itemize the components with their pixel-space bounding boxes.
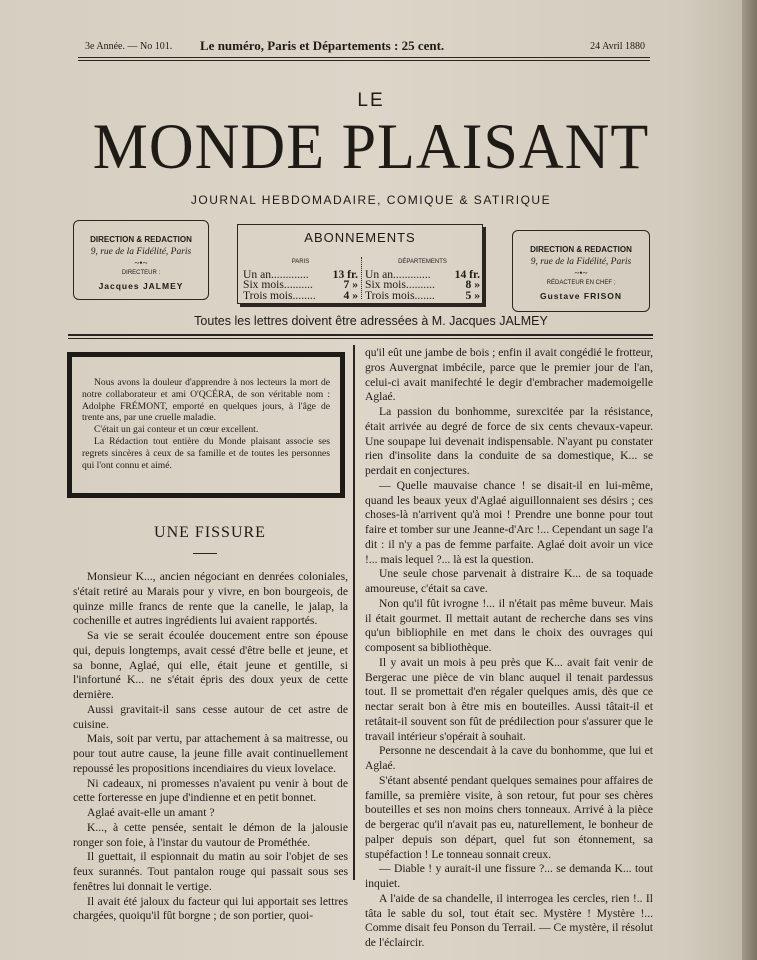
article-paragraph: Monsieur K..., ancien négociant en denrées coloniales, s'était retiré au Marais pour y vivre, en bon bourgeois, de quinze mille francs de rente que la canelle, le jalap, la cochenille et autres ingrédients lui avaient rapportés. bbox=[73, 570, 348, 628]
subscriptions-heading: ABONNEMENTS bbox=[304, 230, 416, 245]
column-label: PARIS bbox=[291, 259, 310, 265]
divider bbox=[78, 57, 650, 58]
price: 14 fr. bbox=[454, 267, 480, 281]
card-address: 9, rue de la Fidélité, Paris bbox=[530, 257, 632, 267]
article-paragraph: Non qu'il fût ivrogne !... il n'était pas même buveur. Mais il était gourmet. Il mettait autant de recherche dans ses vins qu'un bibliophile en met dans le choix des ouvrages qui composent sa bibliothèque. bbox=[365, 596, 653, 654]
article-paragraph: Il avait été jaloux du facteur qui lui apportait ses lettres chargées, quoiqu'il fût borgne ; de son portier, quoi- bbox=[73, 894, 348, 923]
card-role: RÉDACTEUR EN CHEF ; bbox=[546, 280, 616, 286]
letters-notice: Toutes les lettres doivent être adressées à M. Jacques JALMEY bbox=[194, 314, 548, 328]
price: 13 fr. bbox=[332, 267, 358, 281]
article-paragraph: Il guettait, il espionnait du matin au soir l'objet de ses feux surannés. Tout pantalon rouge qui passait sous ses fenêtres lui donnait le vertige. bbox=[73, 850, 348, 893]
price: 4 » bbox=[343, 288, 358, 302]
term: Un an............. bbox=[243, 267, 309, 281]
issue-date: 24 Avril 1880 bbox=[590, 41, 645, 52]
direction-card-left bbox=[73, 220, 209, 300]
price: 8 » bbox=[465, 278, 480, 292]
card-role: DIRECTEUR : bbox=[121, 270, 161, 276]
subscriptions-box bbox=[237, 224, 483, 304]
article-paragraph: La passion du bonhomme, surexcitée par la résistance, était arrivée au degré de force de six cents chevaux-vapeur. Une soupape lui devenait indispensable. N'ayant pu constater rien d'insolite dans la conduite de sa domestique, K... se perdait en conjectures. bbox=[365, 405, 653, 477]
article-paragraph: Mais, soit par vertu, par attachement à sa maitresse, ou pour tout autre cause, la jeune fille avait continuellement repoussé les propositions incendiaires du vieux lovelace. bbox=[73, 732, 348, 775]
article-paragraph: Personne ne descendait à la cave du bonhomme, que lui et Aglaé. bbox=[365, 744, 653, 772]
price-row bbox=[365, 288, 480, 302]
price: 7 » bbox=[343, 278, 358, 292]
card-heading: DIRECTION & REDACTION bbox=[530, 245, 632, 254]
obituary-box bbox=[67, 352, 345, 498]
article-paragraph: qu'il eût une jambe de bois ; enfin il avait congédié le frotteur, gros Auvergnat imbécile, parce que le premier jour de l'an, celui-ci avait manifechté le degir d'embracher mademoigelle Aglaé. bbox=[365, 346, 653, 404]
article-paragraph: S'étant absenté pendant quelques semaines pour affaires de famille, sa première visite, à son retour, fut pour ses chères bouteilles et ses non moins chers tonneaux. Arrivé à la pièce de bergerac qu'il n'avait pas eu, naturellement, le bonheur de palper depuis son départ, quel fut son étonnement, sa stupéfaction ! Le tonneau sonnait creux. bbox=[365, 773, 653, 861]
subscriptions-paris bbox=[243, 255, 358, 301]
masthead-le: LE bbox=[357, 90, 385, 111]
obituary-text bbox=[82, 377, 330, 471]
masthead-title: MONDE PLAISANT bbox=[92, 111, 650, 183]
article-paragraph: Sa vie se serait écoulée doucement entre son épouse qui, depuis longtemps, avait cessé d'être belle et jeune, et sa bonne, Aglaé, qui elle, était jeune et gentille, si l'infortuné K... ne s'était épris des doux yeux de cette dernière. bbox=[73, 629, 348, 701]
term: Six mois.......... bbox=[365, 278, 435, 292]
ornament-icon: ~•~ bbox=[574, 268, 588, 278]
article-paragraph: Ni cadeaux, ni promesses n'avaient pu venir à bout de cette forteresse en jupe d'indienne et en petit bonnet. bbox=[73, 776, 348, 805]
subscriptions-departements bbox=[365, 255, 480, 301]
price-row bbox=[243, 288, 358, 302]
obituary-paragraph: Nous avons la douleur d'apprendre à nos lecteurs la mort de notre collaborateur et ami O'QCÉRA, de son véritable nom : Adolphe FRÉMONT, emporté en quelques jours, à l'âge de trente ans, par une cruelle maladie. bbox=[82, 377, 330, 424]
article-left-column bbox=[73, 570, 348, 924]
direction-card-right bbox=[512, 230, 650, 312]
article-paragraph: Une seule chose parvenait à distraire K... de sa toquade amoureuse, c'était sa cave. bbox=[365, 567, 653, 595]
ornament-icon: ~•~ bbox=[134, 258, 148, 268]
divider bbox=[361, 257, 362, 299]
page-edge bbox=[742, 0, 757, 960]
card-name: Gustave FRISON bbox=[539, 291, 623, 301]
article-paragraph: Aglaé avait-elle un amant ? bbox=[87, 806, 215, 819]
masthead-subtitle: JOURNAL HEBDOMADAIRE, COMIQUE & SATIRIQUE bbox=[190, 193, 552, 207]
term: Trois mois........ bbox=[243, 288, 316, 302]
article-title: UNE FISSURE bbox=[154, 524, 266, 541]
article-paragraph: Il y avait un mois à peu près que K... avait fait venir de Bergerac une pièce de vin blanc auquel il tenait pardessus tout. Il se promettait d'en régaler quelques amis, dès que ce nectar serait bon à être mis en bouteilles. Aussi tâtait-il et retâtait-il souvent son fût de prédilection pour s'assurer que le travail intérieur s'opérait à souhait. bbox=[365, 655, 653, 743]
card-heading: DIRECTION & REDACTION bbox=[90, 235, 192, 244]
price: 5 » bbox=[465, 288, 480, 302]
column-divider bbox=[353, 345, 355, 880]
article-paragraph: — Quelle mauvaise chance ! se disait-il en lui-même, quand les beaux yeux d'Aglaé aiguillonnaient ses désirs ; ces choses-là n'arrivent qu'à moi ! Prendre une bonne pour tout faire et tomber sur une Jeanne-d'Arc !... Cependant un sage l'a dit : il n'y a pas de femme parfaite. Aglaé doit avoir un vice !... mais lequel ?... là est la question. bbox=[365, 478, 653, 566]
price-notice: Le numéro, Paris et Départements : 25 cent. bbox=[200, 38, 445, 53]
title-rule bbox=[193, 553, 217, 554]
obituary-paragraph: C'était un gai conteur et un cœur excellent. bbox=[94, 424, 259, 436]
divider bbox=[68, 338, 653, 339]
term: Un an............. bbox=[365, 267, 431, 281]
divider bbox=[78, 60, 650, 61]
masthead-topline bbox=[85, 38, 645, 58]
obituary-paragraph: La Rédaction tout entière du Monde plaisant associe ses regrets sincères à ceux de sa famille et de toutes les personnes qui l'ont connu et aimé. bbox=[82, 435, 330, 471]
divider bbox=[68, 334, 653, 336]
term: Six mois.......... bbox=[243, 278, 313, 292]
article-paragraph: A l'aide de sa chandelle, il interrogea les cercles, rien !.. Il tâta le sable du sol, tout était sec. Mystère ! Mystère !... Comme disait feu Ponson du Terrail. — Ce mystère, il résolut de l'éclaircir. bbox=[365, 891, 653, 949]
article-paragraph: K..., à cette pensée, sentait le démon de la jalousie ronger son foie, à l'instar du vautour de Prométhée. bbox=[73, 820, 348, 849]
term: Trois mois....... bbox=[365, 288, 435, 302]
article-paragraph: — Diable ! y aurait-il une fissure ?... se demanda K... tout inquiet. bbox=[365, 862, 653, 890]
article-paragraph: Aussi gravitait-il sans cesse autour de cet astre de cuisine. bbox=[73, 702, 348, 731]
card-address: 9, rue de la Fidélité, Paris bbox=[90, 247, 192, 257]
issue-number: 3e Année. — No 101. bbox=[85, 41, 173, 52]
column-label: DÉPARTEMENTS bbox=[398, 259, 447, 265]
card-name: Jacques JALMEY bbox=[98, 281, 184, 291]
article-right-column bbox=[365, 346, 653, 951]
